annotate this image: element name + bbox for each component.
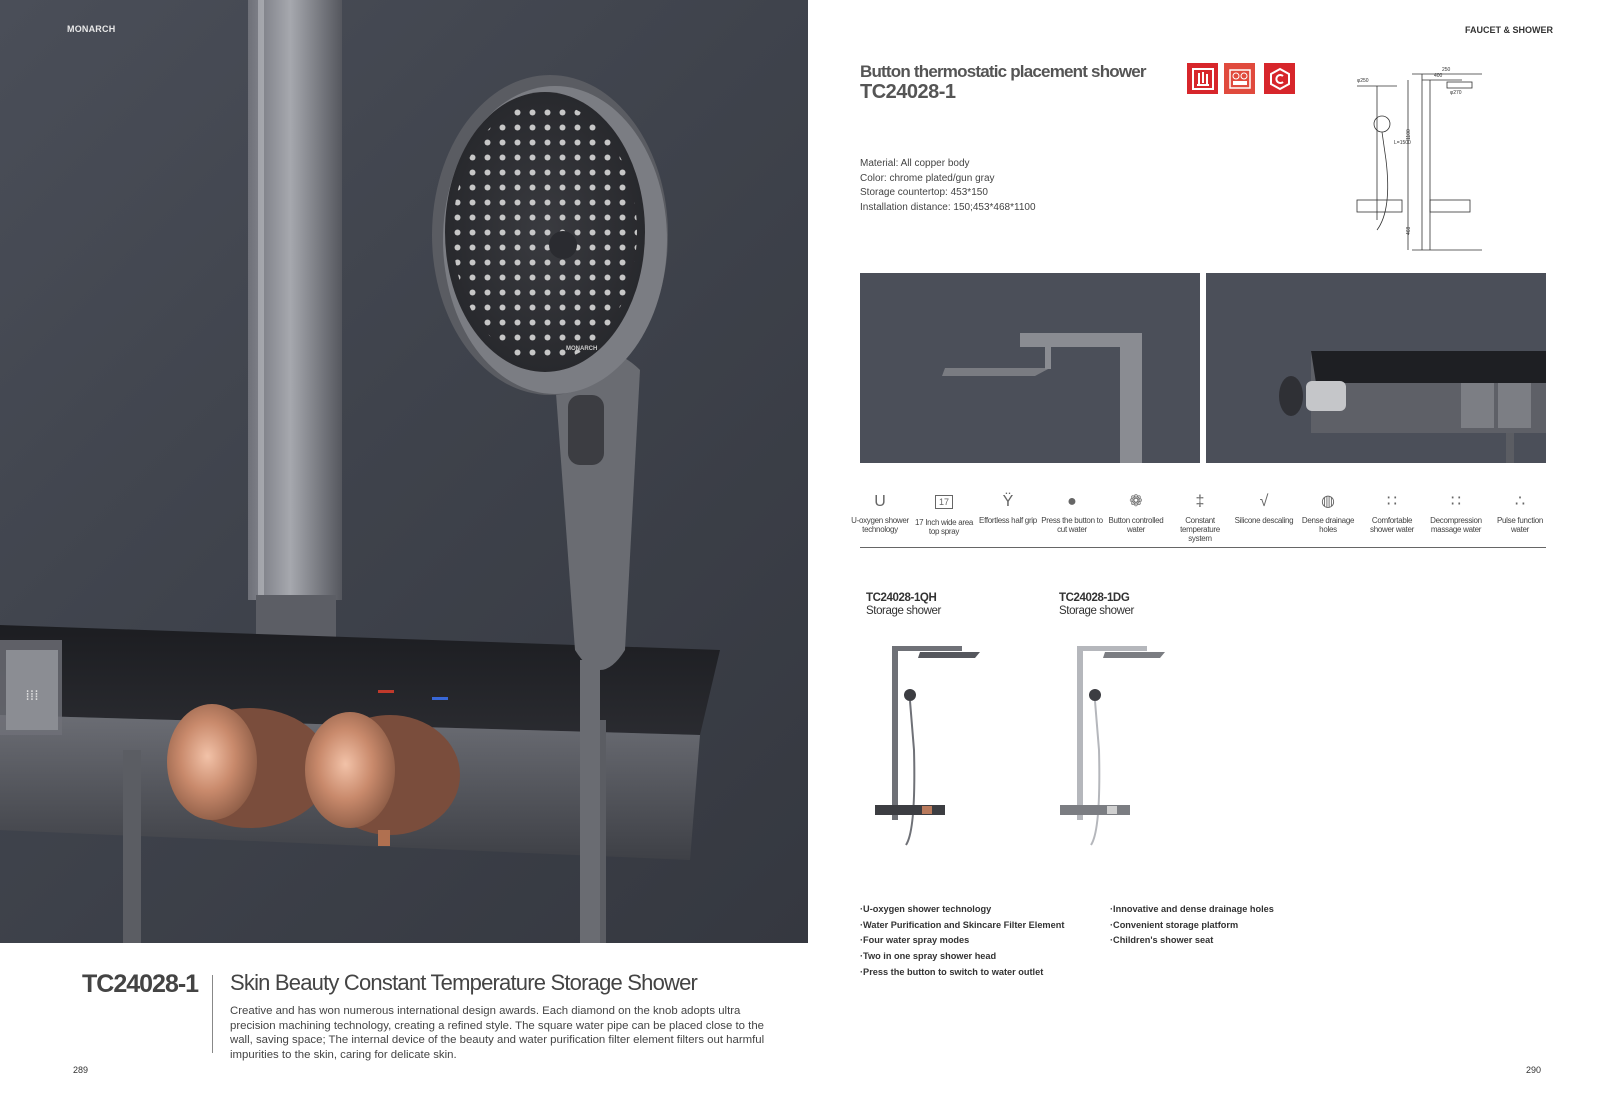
drawing-dim-4: φ270 <box>1450 90 1462 96</box>
variant-code: TC24028-1QH <box>866 592 937 604</box>
feature-item <box>1041 491 1103 546</box>
grip-icon: Ÿ <box>1002 493 1014 510</box>
spec-material: Material: All copper body <box>860 158 970 169</box>
feature-label: Silicone descaling <box>1234 516 1294 525</box>
variant-name: Storage shower <box>866 604 941 617</box>
drawing-dim-1: φ250 <box>1357 78 1369 84</box>
section-label: FAUCET & SHOWER <box>1465 25 1554 35</box>
drawing-dim-7: 468 <box>1406 226 1412 235</box>
hero-product-photo <box>0 0 808 943</box>
certification-logo-3 <box>1264 63 1295 94</box>
thermometer-icon: ‡ <box>1195 493 1205 510</box>
feature-label: U-oxygen shower technology <box>851 516 909 534</box>
feature-label: Button controlled water <box>1108 516 1164 534</box>
shower-illustration <box>0 0 808 943</box>
svg-text:⁞⁞⁞: ⁞⁞⁞ <box>25 688 39 704</box>
pulse-water-icon: ∴ <box>1514 493 1526 510</box>
detail-photo-top-spray <box>860 273 1200 463</box>
feature-divider <box>860 547 1546 548</box>
bullet-item: ·Convenient storage platform <box>1110 919 1239 930</box>
bullet-item: ·Press the button to switch to water outlet <box>860 966 1044 977</box>
silicone-icon: √ <box>1259 493 1269 510</box>
feature-item <box>1361 491 1423 546</box>
variant-dg-image <box>1055 640 1175 865</box>
product-description: Creative and has won numerous international design awards. Each diamond on the knob adopts ultra precision machining technology, creating a refined style. The square water pipe can be placed close to the wall, saving space; The internal device of the beauty and water purification filter element filters out harmful impurities to the skin, caring for delicate skin. <box>230 1005 765 1061</box>
bullet-item: ·Four water spray modes <box>860 935 970 946</box>
drawing-dim-2: 250 <box>1442 67 1451 73</box>
feature-label: Press the button to cut water <box>1041 516 1103 534</box>
comfort-water-icon: ∷ <box>1386 493 1398 510</box>
page-number-left: 289 <box>73 1065 89 1075</box>
feature-item <box>1297 491 1359 546</box>
technical-drawing <box>1352 60 1487 260</box>
certification-logo-2 <box>1224 63 1255 94</box>
drainage-holes-icon: ◍ <box>1321 493 1335 510</box>
feature-item <box>977 491 1039 546</box>
press-button-icon: ● <box>1067 493 1077 510</box>
feature-label: Effortless half grip <box>979 516 1037 525</box>
feature-item <box>1105 491 1167 546</box>
vertical-divider <box>212 975 213 1053</box>
product-title: Button thermostatic placement shower <box>860 62 1146 81</box>
variant-qh <box>866 592 941 617</box>
bullet-item: ·U-oxygen shower technology <box>860 904 992 914</box>
feature-label: Decompression massage water <box>1430 516 1482 534</box>
variant-dg <box>1059 592 1134 617</box>
feature-label: 17 Inch wide area top spray <box>914 518 974 536</box>
drawing-dim-3: 400 <box>1434 73 1443 79</box>
feature-label: Constant temperature system <box>1180 516 1220 543</box>
bullet-item: ·Water Purification and Skincare Filter Element <box>860 919 1065 930</box>
spec-list <box>860 157 1036 215</box>
feature-row <box>849 491 1551 546</box>
drawing-dim-6: 1100 <box>1406 129 1412 140</box>
page-number-right: 290 <box>1526 1065 1542 1075</box>
product-model: TC24028-1 <box>860 81 956 103</box>
drawing-dim-5: L=1500 <box>1394 140 1411 146</box>
variant-name: Storage shower <box>1059 604 1134 617</box>
showerhead-logo: MONARCH <box>566 346 598 352</box>
bullet-item: ·Innovative and dense drainage holes <box>1110 904 1274 914</box>
feature-item <box>1233 491 1295 546</box>
button-water-icon: ❁ <box>1129 493 1143 510</box>
massage-water-icon: ∷ <box>1450 493 1462 510</box>
feature-label: Pulse function water <box>1496 516 1544 534</box>
feature-item <box>913 491 975 546</box>
variant-code: TC24028-1DG <box>1059 592 1130 604</box>
feature-bullets-right <box>1110 902 1274 949</box>
feature-label: Comfortable shower water <box>1370 516 1414 534</box>
spec-installation: Installation distance: 150;453*468*1100 <box>860 201 1036 213</box>
spec-countertop: Storage countertop: 453*150 <box>860 187 988 199</box>
feature-item <box>1425 491 1487 546</box>
variant-qh-image <box>870 640 990 865</box>
product-headline: Skin Beauty Constant Temperature Storage Shower <box>230 970 698 995</box>
brand-label: MONARCH <box>67 24 116 34</box>
top-spray-icon: 17 <box>935 495 953 509</box>
certification-logo-1 <box>1187 63 1218 94</box>
bullet-item: ·Children's shower seat <box>1110 935 1214 946</box>
feature-item <box>1169 491 1231 546</box>
feature-label: Dense drainage holes <box>1301 516 1355 534</box>
feature-item <box>849 491 911 546</box>
bullet-item: ·Two in one spray shower head <box>860 951 997 962</box>
detail-photo-filter <box>1206 273 1546 463</box>
copper-knob-right <box>305 712 460 835</box>
feature-bullets-left <box>860 902 1064 981</box>
u-oxygen-icon: U <box>874 493 886 510</box>
product-code: TC24028-1 <box>82 970 199 998</box>
feature-item <box>1489 491 1551 546</box>
spec-color: Color: chrome plated/gun gray <box>860 172 995 184</box>
